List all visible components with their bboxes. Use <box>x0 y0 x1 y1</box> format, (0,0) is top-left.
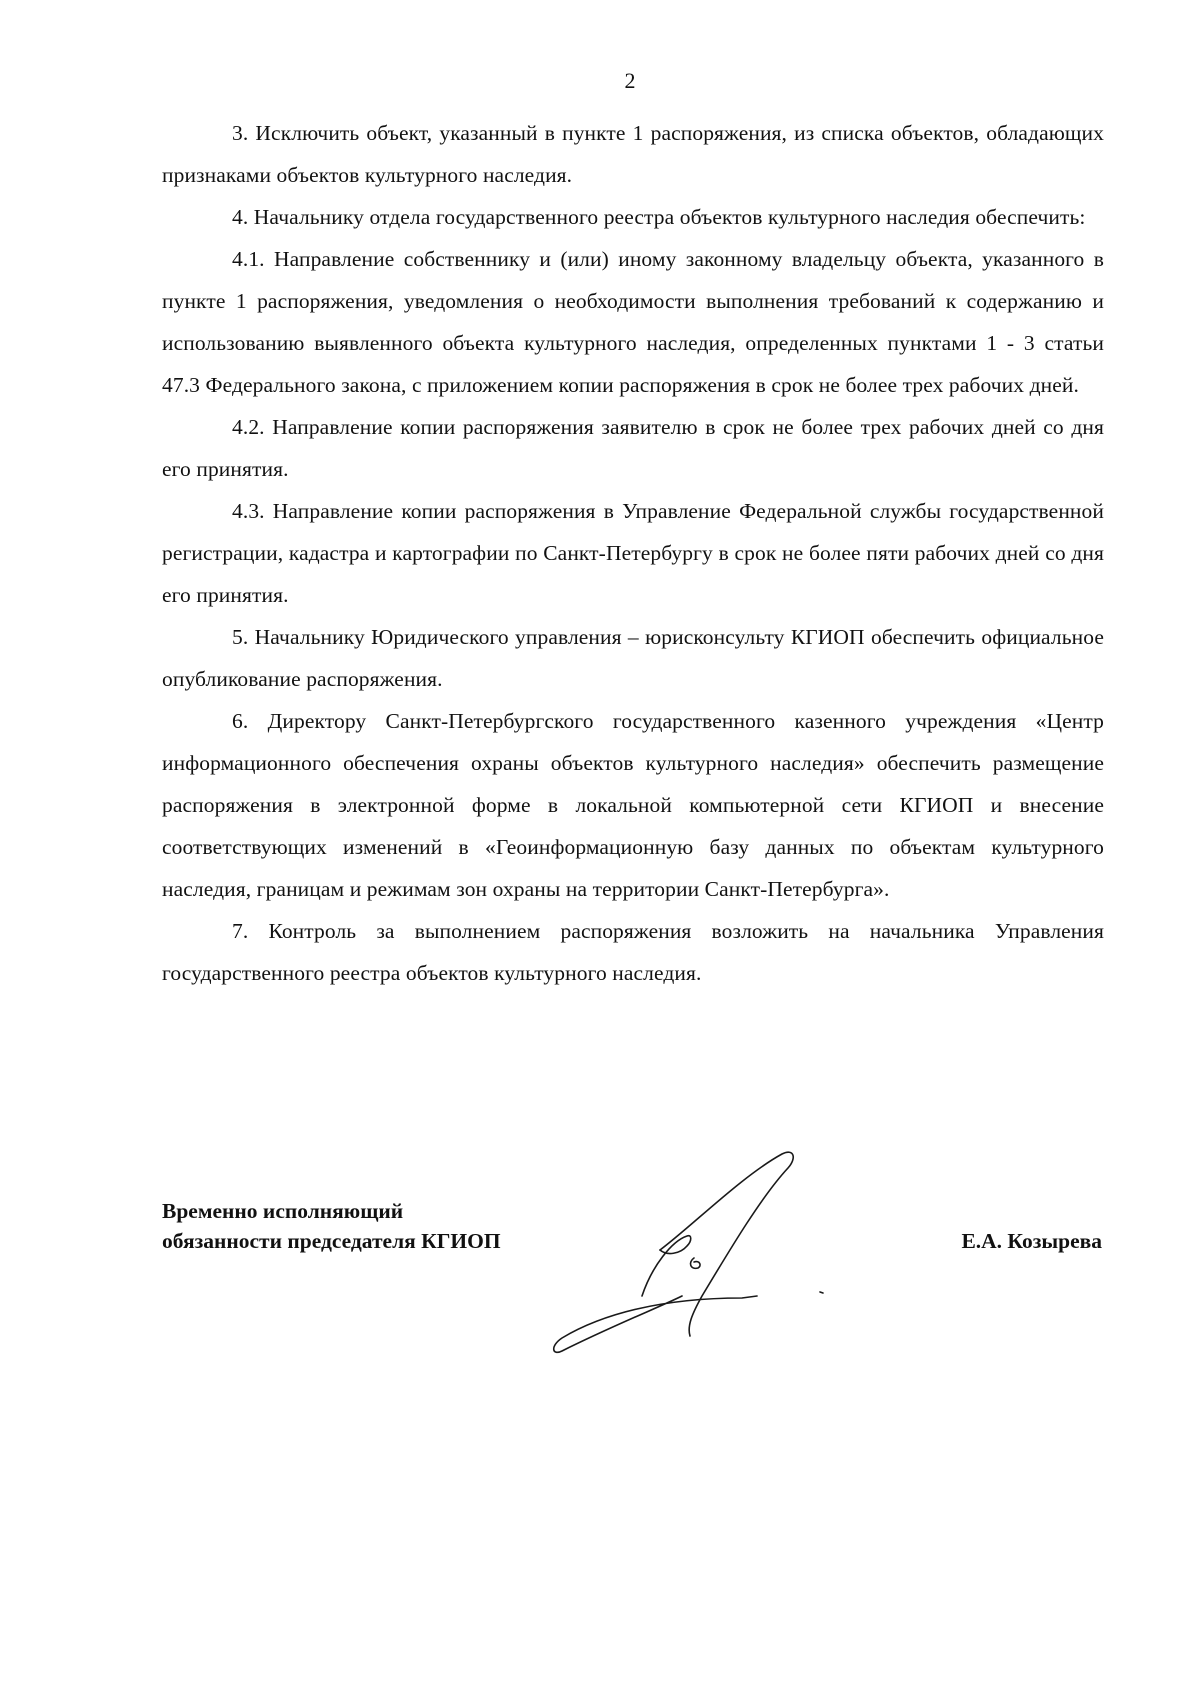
signer-name: Е.А. Козырева <box>961 1229 1102 1253</box>
paragraph-5: 5. Начальнику Юридического управления – юрисконсульту КГИОП обеспечить официальное опубликование распоряжения. <box>162 625 1104 691</box>
paragraph-4-3: 4.3. Направление копии распоряжения в Управление Федеральной службы государственной регистрации, кадастра и картографии по Санкт-Петербургу в срок не более пяти рабочих дней со дня его принятия. <box>162 499 1104 607</box>
paragraph-7: 7. Контроль за выполнением распоряжения возложить на начальника Управления государственного реестра объектов культурного наследия. <box>162 919 1104 985</box>
signer-title-line-2: обязанности председателя КГИОП <box>162 1229 501 1253</box>
paragraph-3: 3. Исключить объект, указанный в пункте 1 распоряжения, из списка объектов, обладающих признаками объектов культурного наследия. <box>162 121 1104 187</box>
paragraph-4: 4. Начальнику отдела государственного реестра объектов культурного наследия обеспечить: <box>232 205 1086 229</box>
signature-block <box>162 1196 1102 1376</box>
paragraph-4-2: 4.2. Направление копии распоряжения заявителю в срок не более трех рабочих дней со дня его принятия. <box>162 415 1104 481</box>
document-body <box>162 112 1104 994</box>
signer-title-line-1: Временно исполняющий <box>162 1199 404 1223</box>
page-number: 2 <box>624 68 636 93</box>
signer-title <box>162 1196 501 1256</box>
paragraph-6: 6. Директору Санкт-Петербургского государственного казенного учреждения «Центр информационного обеспечения охраны объектов культурного наследия» обеспечить размещение распоряжения в электронной форме в локальной компьютерной сети КГИОП и внесение соответствующих изменений в «Геоинформационную базу данных по объектам культурного наследия, границам и режимам зон охраны на территории Санкт-Петербурга». <box>162 709 1104 901</box>
handwritten-signature-icon <box>542 1146 842 1356</box>
paragraph-4-1: 4.1. Направление собственнику и (или) иному законному владельцу объекта, указанного в пункте 1 распоряжения, уведомления о необходимости выполнения требований к содержанию и использованию выявленного объекта культурного наследия, определенных пунктами 1 - 3 статьи 47.3 Федерального закона, с приложением копии распоряжения в срок не более трех рабочих дней. <box>162 247 1104 397</box>
